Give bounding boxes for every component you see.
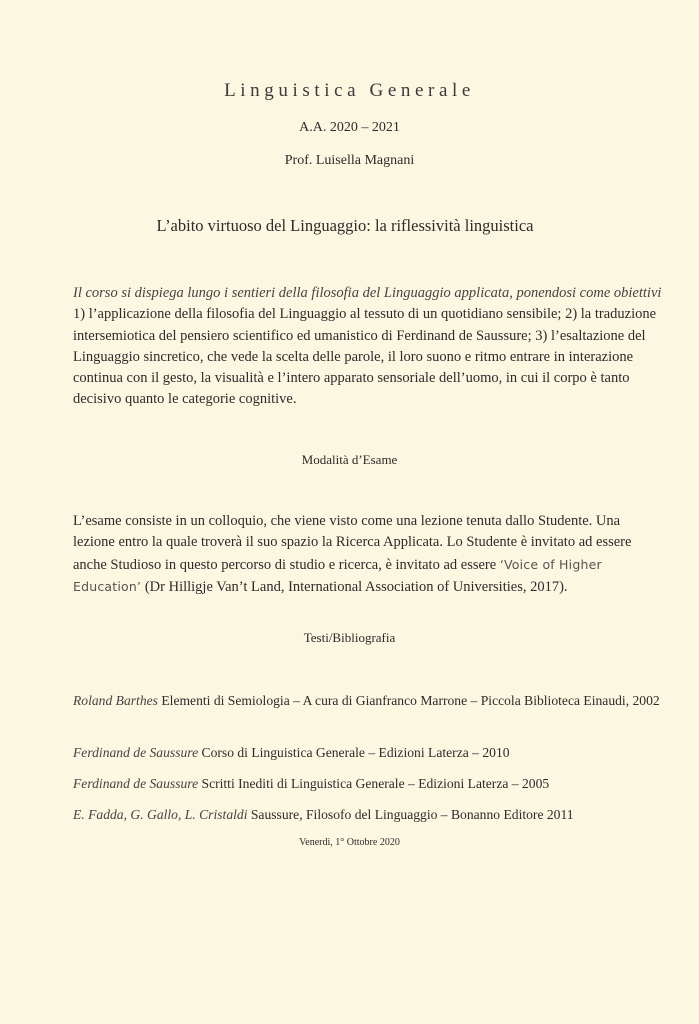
bib-work: Saussure, Filosofo del Linguaggio – Bonanno Editore 2011 (247, 807, 574, 822)
bib-author: E. Fadda, G. Gallo, L. Cristaldi (73, 807, 248, 822)
bib-author: Ferdinand de Saussure (73, 776, 199, 791)
exam-quote: ‘Voice of Higher Education’ (73, 556, 602, 594)
bib-work: Corso di Linguistica Generale – Edizioni Laterza – 2010 (198, 745, 510, 760)
exam-text-before: L’esame consiste in un colloquio, che viene visto come una lezione tenuta dallo Studente. Una lezione entro la quale troverà il suo spazio la Ricerca Applicata. Lo Studente è invitato ad essere anche Studioso in questo percorso di studio e ricerca, è invitato ad essere (73, 513, 632, 573)
document-date: Venerdì, 1° Ottobre 2020 (299, 837, 400, 848)
bib-work: Scritti Inediti di Linguistica Generale – Edizioni Laterza – 2005 (198, 776, 550, 791)
exam-heading: Modalità d’Esame (301, 452, 398, 467)
bib-work: Elementi di Semiologia – A cura di Gianfranco Marrone – Piccola Biblioteca Einaudi, 2002 (157, 693, 660, 708)
bibliography-item (73, 742, 663, 763)
course-name: Linguistica Generale (224, 80, 475, 101)
exam-text-after: (Dr Hilligje Van’t Land, International Association of Universities, 2017). (141, 578, 568, 595)
course-description (73, 283, 663, 411)
bibliography-heading: Testi/Bibliografia (303, 630, 396, 645)
academic-year: A.A. 2020 – 2021 (299, 120, 400, 135)
course-title: L’abito virtuoso del Linguaggio: la riflessività linguistica (156, 216, 534, 235)
bib-author: Roland Barthes (73, 693, 158, 708)
professor-name: Prof. Luisella Magnani (284, 153, 415, 168)
bibliography-item (73, 804, 663, 825)
bibliography-item (73, 773, 663, 794)
bib-author: Ferdinand de Saussure (73, 745, 199, 760)
bibliography-item (73, 690, 663, 711)
description-body: 1) l’applicazione della filosofia del Linguaggio al tessuto di un quotidiano sensibile; 2) la traduzione intersemiotica del pensiero scientifico ed umanistico di Ferdinand de Saussure; 3) l’esaltazione del Linguaggio sincretico, che vede la scelta delle parole, il loro suono e ritmo entrare in interazione continua con il gesto, la visualità e l’intero apparato sensoriale dell’uomo, in cui il corpo è tanto decisivo quanto le categorie cognitive. (73, 306, 657, 408)
description-intro: Il corso si dispiega lungo i sentieri della filosofia del Linguaggio applicata, ponendosi come obiettivi (73, 285, 662, 301)
exam-description (73, 511, 663, 598)
